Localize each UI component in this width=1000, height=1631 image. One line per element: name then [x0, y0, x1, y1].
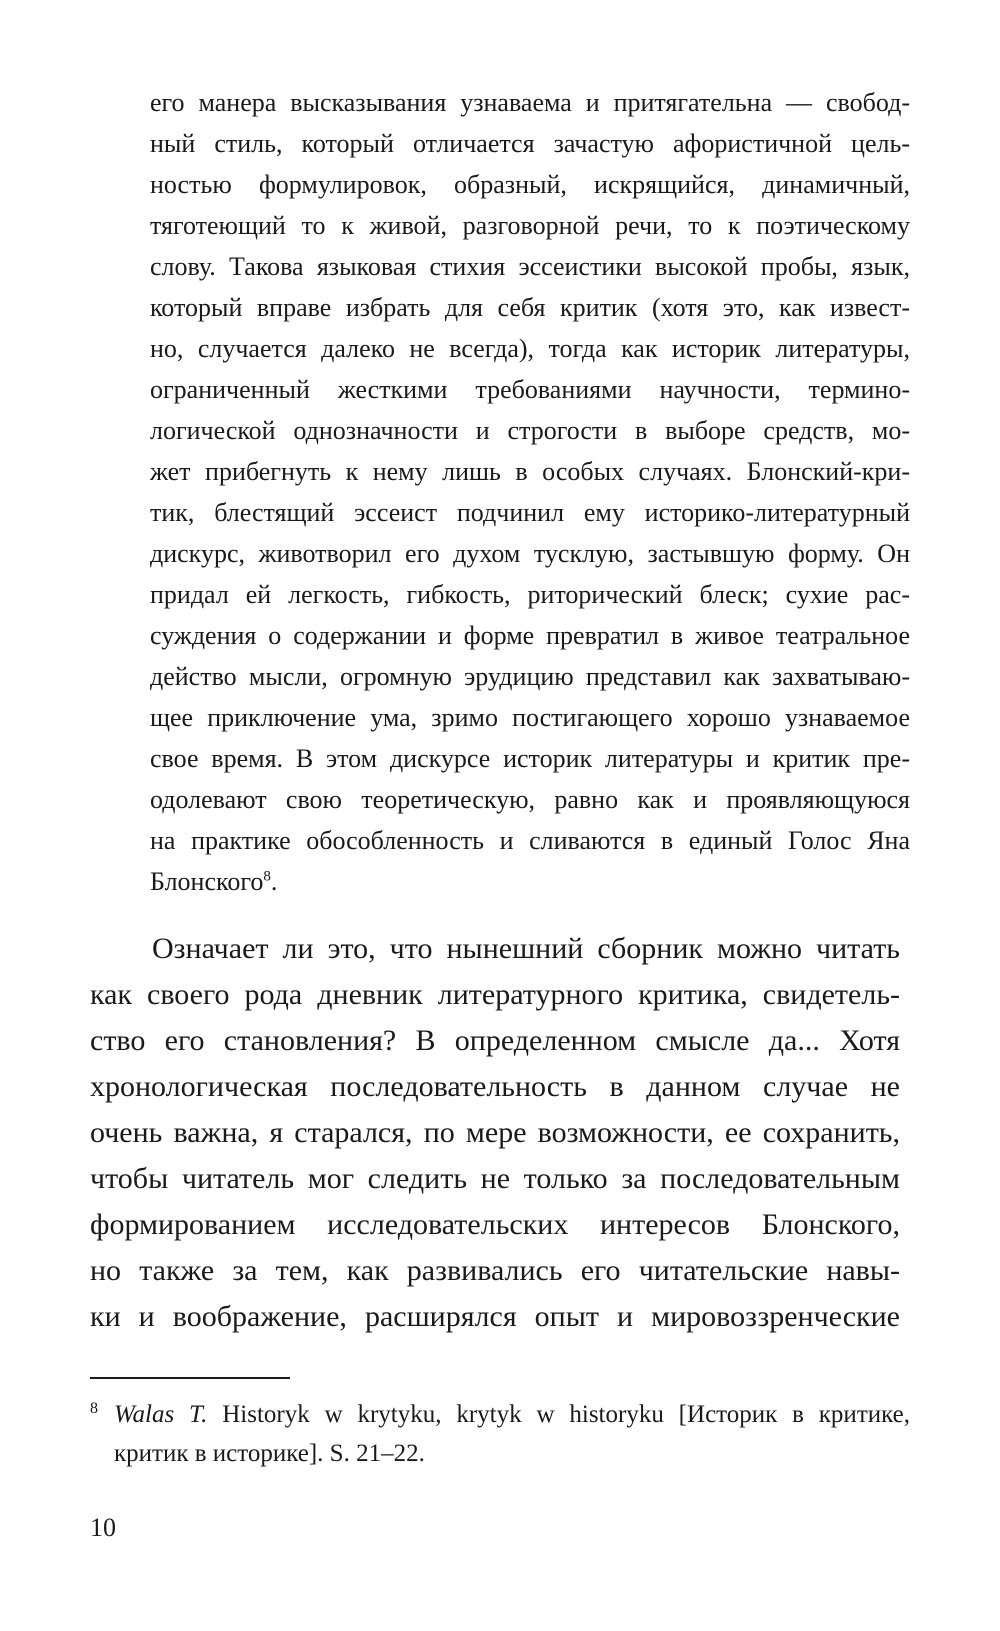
quote-line: тик, блестящий эссеист подчинил ему историко-литературный — [150, 498, 910, 527]
page-number: 10 — [90, 1513, 116, 1542]
quote-line: суждения о содержании и форме превратил в живое театральное — [150, 621, 910, 650]
quote-line: ный стиль, который отличается зачастую афористичной цель- — [150, 129, 910, 158]
body-line: ство его становления? В определенном смысле да... Хотя — [90, 1024, 900, 1057]
quote-line: одолевают свою теоретическую, равно как и проявляющуюся — [150, 785, 910, 814]
quote-line: на практике обособленность и сливаются в единый Голос Яна — [150, 826, 910, 855]
quote-last-line — [150, 861, 910, 902]
quote-last-line-text: Блонского — [150, 867, 264, 896]
quote-line: ностью формулировок, образный, искрящийся, динамичный, — [150, 170, 910, 199]
body-line: ки и воображение, расширялся опыт и мировоззренческие — [90, 1300, 900, 1333]
body-line: Означает ли это, что нынешний сборник можно читать — [152, 932, 900, 965]
quote-line: слову. Такова языковая стихия эссеистики высокой пробы, язык, — [150, 252, 910, 281]
quote-line: действо мысли, огромную эрудицию представил как захватываю- — [150, 662, 910, 691]
quote-line: ограниченный жесткими требованиями научности, термино- — [150, 375, 910, 404]
footnote-text-line2: критик в историке]. S. 21–22. — [114, 1440, 425, 1467]
footnote-reference[interactable]: 8 — [263, 868, 271, 885]
body-paragraph — [90, 926, 900, 1340]
body-line: хронологическая последовательность в данном случае не — [90, 1070, 900, 1103]
footnote-marker: 8 — [90, 1400, 98, 1417]
footnote-line — [114, 1395, 910, 1434]
footnote — [90, 1395, 910, 1473]
quote-line: придал ей легкость, гибкость, риторический блеск; сухие рас- — [150, 580, 910, 609]
footnote-author: Walas T. — [114, 1401, 208, 1428]
body-line: очень важна, я старался, по мере возможности, ее сохранить, — [90, 1116, 900, 1149]
quote-line: жет прибегнуть к нему лишь в особых случаях. Блонский-кри- — [150, 457, 910, 486]
quote-line: но, случается далеко не всегда), тогда как историк литературы, — [150, 334, 910, 363]
quote-line: логической однозначности и строгости в выборе средств, мо- — [150, 416, 910, 445]
footnote-text-line1: Historyk w krytyku, krytyk w historyku [Историк в критике, — [222, 1401, 910, 1428]
footnote-divider — [90, 1377, 290, 1379]
footnote-body — [114, 1395, 910, 1473]
body-line: как своего рода дневник литературного критика, свидетель- — [90, 978, 900, 1011]
quote-line: его манера высказывания узнаваема и притягательна — свобод- — [150, 88, 910, 117]
quote-line: свое время. В этом дискурсе историк литературы и критик пре- — [150, 744, 910, 773]
quote-line: который вправе избрать для себя критик (хотя это, как извест- — [150, 293, 910, 322]
body-line: но также за тем, как развивались его читательские навы- — [90, 1254, 900, 1287]
quote-line: щее приключение ума, зримо постигающего хорошо узнаваемое — [150, 703, 910, 732]
body-line: чтобы читатель мог следить не только за последовательным — [90, 1162, 900, 1195]
quote-last-line-end: . — [270, 867, 278, 896]
quote-line: тяготеющий то к живой, разговорной речи, то к поэтическому — [150, 211, 910, 240]
quote-line: дискурс, животворил его духом тусклую, застывшую форму. Он — [150, 539, 910, 568]
body-line: формированием исследовательских интересов Блонского, — [90, 1208, 900, 1241]
block-quote — [150, 82, 910, 902]
